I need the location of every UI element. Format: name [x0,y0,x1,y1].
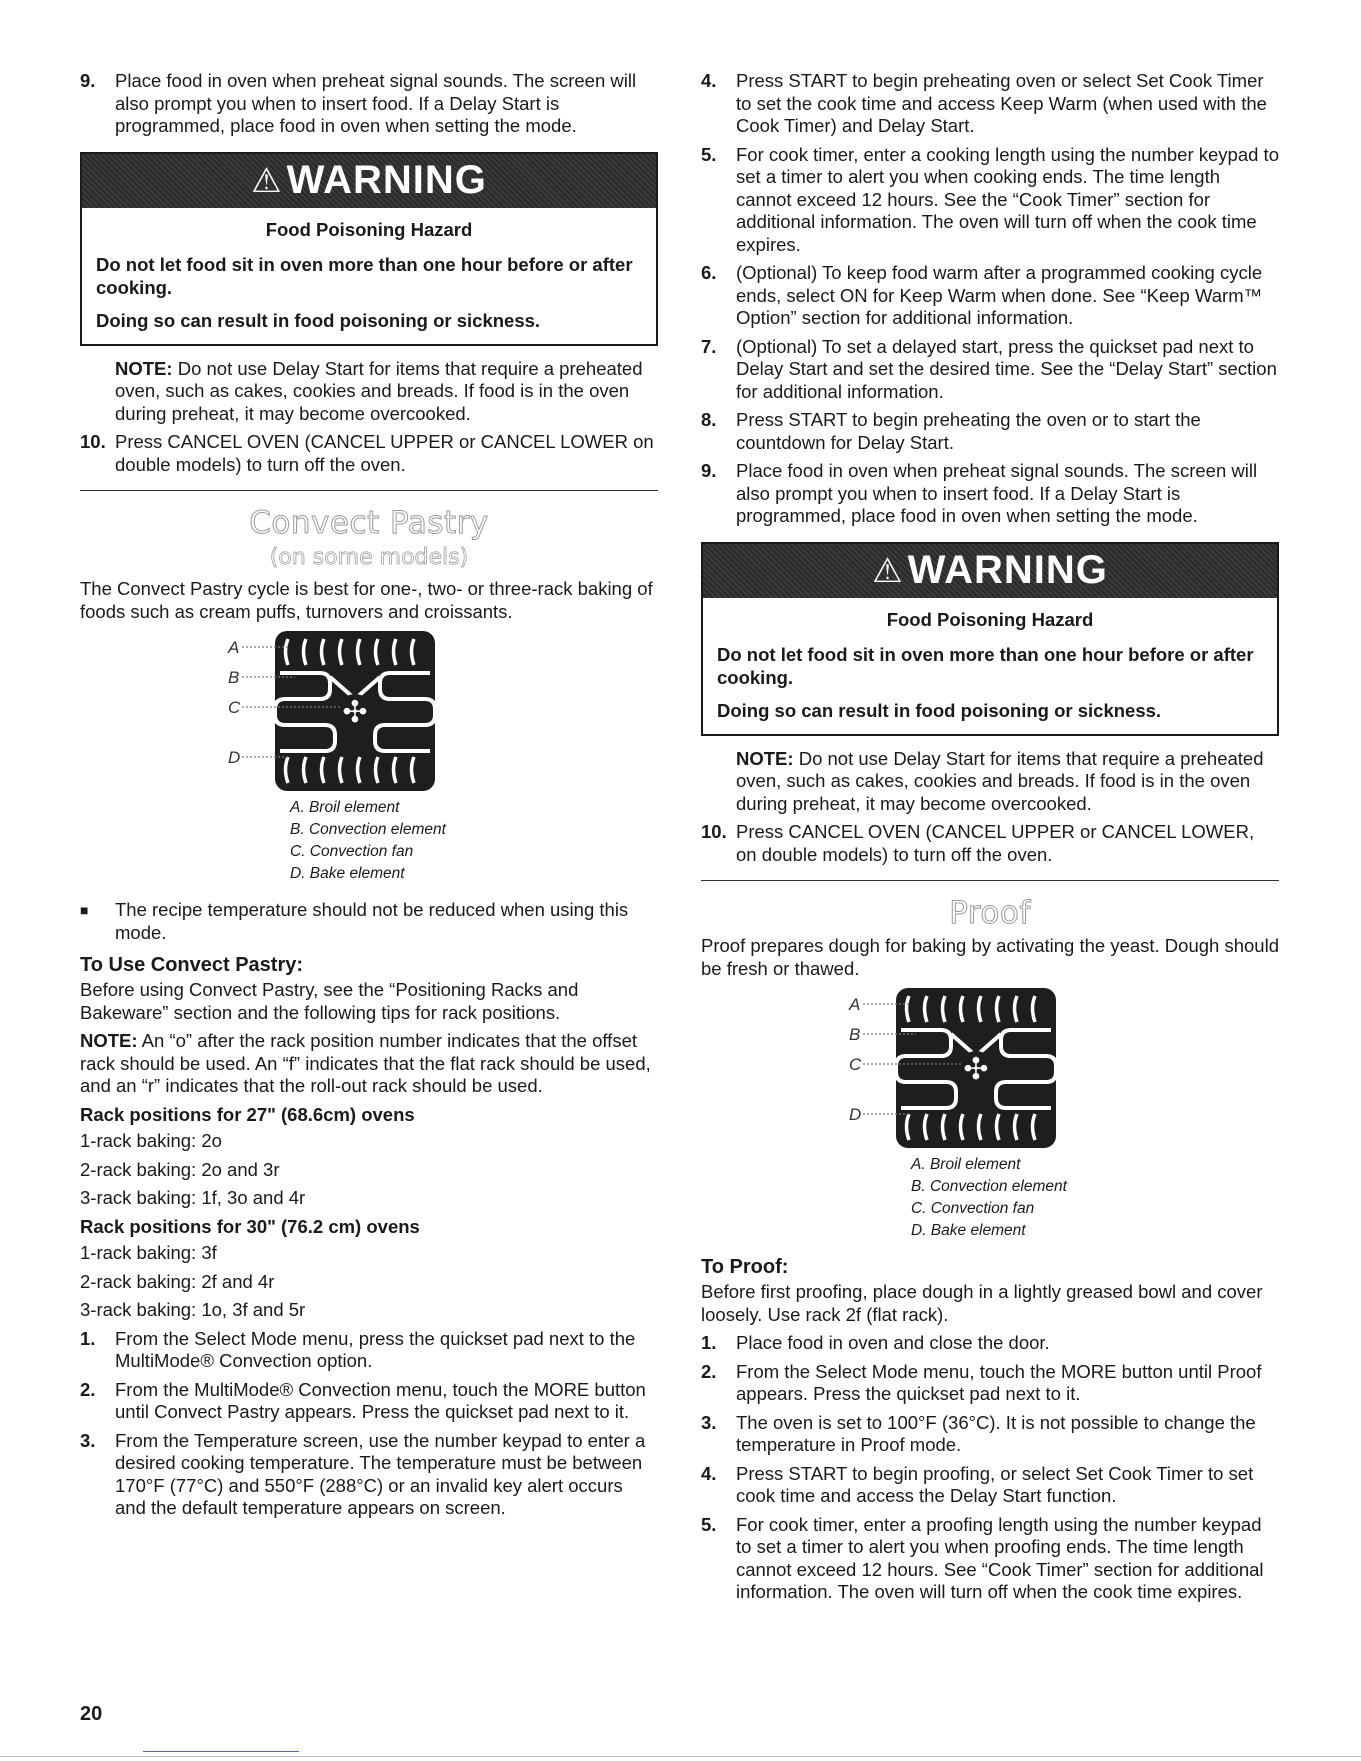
caption-line: A. Broil element [911,1156,1021,1173]
step-6 [701,262,1279,330]
rack-heading: Rack positions for 27" (68.6cm) ovens [80,1103,415,1125]
step-number: 10. [80,431,106,452]
step-4 [701,1463,1279,1508]
subsection-intro: Before using Convect Pastry, see the “Positioning Racks and Bakeware” section and the following tips for rack positions. [80,979,579,1023]
right-column [701,70,1279,1610]
bullet-text: The recipe temperature should not be reduced when using this mode. [115,899,629,943]
caption-line: D. Bake element [911,1222,1026,1239]
step-text: Press CANCEL OVEN (CANCEL UPPER or CANCEL LOWER, on double models) to turn off the oven. [736,821,1255,865]
step-9 [701,460,1279,528]
warning-triangle-icon: ⚠ [872,551,904,590]
section-divider [80,490,658,491]
warning-heading: WARNING [286,158,487,202]
warning-triangle-icon: ⚠ [251,161,283,200]
note-text: An “o” after the rack position number indicates that the offset rack should be used. An “f” indicates that the flat rack should be used, and an “r” indicates that the roll-out rack should be used. [80,1030,651,1096]
step-number: 5. [701,1513,717,1535]
diagram-label: C [849,1055,862,1074]
rack-line: 2-rack baking: 2f and 4r [80,1270,275,1292]
section-subtitle: (on some models) [269,545,469,570]
diagram-label: A [228,638,240,657]
bullet-item [80,899,658,944]
note [80,358,658,426]
diagram-label: B [228,668,240,687]
diagram-label: D [228,748,241,767]
step-10 [701,821,1279,866]
caption-line: C. Convection fan [290,843,414,860]
warning-box [701,542,1279,736]
step-text: From the Select Mode menu, touch the MORE button until Proof appears. Press the quickset pad next to it. [736,1360,1262,1404]
step-number: 4. [701,1462,717,1484]
step-1 [80,1328,658,1373]
oven-diagram [701,988,1279,1148]
rack-heading: Rack positions for 30" (76.2 cm) ovens [80,1215,420,1237]
caption-line: B. Convection element [290,821,446,838]
step-number: 10. [701,821,727,842]
step-4 [701,70,1279,138]
caption-line: C. Convection fan [911,1200,1035,1217]
step-text: From the Temperature screen, use the number keypad to enter a desired cooking temperature. The temperature must be between 170°F (77°C) and 550°F (288°C) or an invalid key alert occurs and the default temperature appears on screen. [115,1429,646,1518]
oven-diagram [80,631,658,791]
step-text: The oven is set to 100°F (36°C). It is not possible to change the temperature in Proof mode. [736,1411,1256,1455]
section-intro: Proof prepares dough for baking by activating the yeast. Dough should be fresh or thawed. [701,935,1279,979]
note-label: NOTE: [736,747,794,769]
rack-line: 2-rack baking: 2o and 3r [80,1158,280,1180]
warning-body [82,208,656,344]
step-number: 6. [701,262,717,283]
warning-header [82,154,656,208]
step-text: Press START to begin proofing, or select Set Cook Timer to set cook time and access the Delay Start function. [736,1462,1254,1506]
step-text: Press CANCEL OVEN (CANCEL UPPER or CANCEL LOWER on double models) to turn off the oven. [115,431,654,475]
warning-line: Do not let food sit in oven more than one hour before or after cooking. [717,643,1254,688]
step-number: 9. [80,70,96,91]
figure-caption [701,1154,1279,1242]
section-divider [701,880,1279,881]
convection-fan [338,694,372,730]
note-text: Do not use Delay Start for items that require a preheated oven, such as cakes, cookies and breads. If food is in the oven during preheat, it may become overcooked. [115,357,643,424]
step-10 [80,431,658,476]
section-title: Proof [949,895,1031,931]
warning-header [703,544,1277,598]
warning-body [703,598,1277,734]
warning-title: Food Poisoning Hazard [265,218,473,240]
section-title: Convect Pastry [249,505,489,541]
bullet-square-icon: ■ [80,902,89,918]
warning-line: Doing so can result in food poisoning or sickness. [717,699,1162,721]
left-column [80,70,658,1526]
diagram-label: A [849,995,861,1014]
step-1 [701,1332,1279,1355]
step-5 [701,144,1279,257]
caption-line: D. Bake element [290,865,405,882]
svg-text:✣: ✣ [963,1052,989,1087]
note-text: Do not use Delay Start for items that require a preheated oven, such as cakes, cookies and breads. If food is in the oven during preheat, it may become overcooked. [736,747,1264,814]
step-number: 4. [701,70,717,91]
warning-title: Food Poisoning Hazard [886,608,1094,630]
step-number: 7. [701,335,717,357]
step-text: Press START to begin preheating oven or select Set Cook Timer to set the cook time and access Keep Warm (when used with the Cook Timer) and Delay Start. [736,70,1267,136]
step-text: From the Select Mode menu, press the quickset pad next to the MultiMode® Convection option. [115,1327,636,1371]
step-7 [701,336,1279,404]
warning-line: Doing so can result in food poisoning or sickness. [96,309,541,331]
footer-rule [0,1756,1361,1757]
page-number: 20 [80,1703,103,1725]
step-number: 3. [80,1429,96,1451]
oven-diagram-svg [80,631,658,791]
step-number: 1. [701,1332,717,1353]
step-2 [701,1361,1279,1406]
step-text: Place food in oven when preheat signal sounds. The screen will also prompt you when to insert food. If a Delay Start is programmed, place food in oven when setting the mode. [736,460,1258,526]
step-text: (Optional) To set a delayed start, press the quickset pad next to Delay Start and set the desired time. See the “Delay Start” section for additional information. [736,335,1277,402]
step-3 [701,1412,1279,1457]
step-text: Press START to begin preheating the oven or to start the countdown for Delay Start. [736,409,1201,453]
step-number: 8. [701,409,717,430]
note [701,748,1279,816]
subsection-heading: To Proof: [701,1256,789,1278]
warning-heading: WARNING [907,548,1108,592]
warning-line: Do not let food sit in oven more than one hour before or after cooking. [96,253,633,298]
rack-line: 3-rack baking: 1f, 3o and 4r [80,1187,306,1208]
step-number: 2. [701,1360,717,1382]
rack-line: 1-rack baking: 3f [80,1242,217,1263]
step-number: 5. [701,143,717,165]
step-5 [701,1514,1279,1604]
oven-diagram-svg [701,988,1279,1148]
rack-line: 1-rack baking: 2o [80,1130,222,1151]
caption-line: A. Broil element [290,799,400,816]
subsection-intro: Before first proofing, place dough in a lightly greased bowl and cover loosely. Use rack 2f (flat rack). [701,1281,1263,1325]
figure-caption [80,797,658,885]
note-label: NOTE: [115,357,173,379]
note-label: NOTE: [80,1030,138,1051]
diagram-label: B [849,1025,861,1044]
step-number: 2. [80,1378,96,1400]
step-number: 1. [80,1327,96,1349]
diagram-label: D [849,1105,862,1124]
convection-fan [959,1051,993,1087]
step-number: 3. [701,1411,717,1433]
step-text: For cook timer, enter a cooking length using the number keypad to set a timer to alert you when cooking ends. The time length cannot exceed 12 hours. See the “Cook Timer” section for additional information. The oven will turn off when the cook time expires. [736,143,1279,255]
svg-text:✣: ✣ [342,695,368,730]
step-3 [80,1430,658,1520]
step-text: Place food in oven when preheat signal sounds. The screen will also prompt you when to insert food. If a Delay Start is programmed, place food in oven when setting the mode. [115,70,637,136]
subsection-heading: To Use Convect Pastry: [80,954,304,976]
rack-line: 3-rack baking: 1o, 3f and 5r [80,1299,306,1320]
step-text: Place food in oven and close the door. [736,1332,1050,1353]
step-8 [701,409,1279,454]
step-2 [80,1379,658,1424]
diagram-label: C [228,698,241,717]
step-text: From the MultiMode® Convection menu, touch the MORE button until Convect Pastry appears. Press the quickset pad next to it. [115,1378,646,1422]
section-intro: The Convect Pastry cycle is best for one-, two- or three-rack baking of foods such as cream puffs, turnovers and croissants. [80,578,653,622]
step-text: For cook timer, enter a proofing length using the number keypad to set a timer to alert you when proofing ends. The time length cannot exceed 12 hours. See “Cook Timer” section for additional information. The oven will turn off when the cook time expires. [736,1513,1264,1602]
step-number: 9. [701,460,717,481]
warning-box [80,152,658,346]
footer-link-underline [143,1751,299,1752]
caption-line: B. Convection element [911,1178,1067,1195]
step-9 [80,70,658,138]
step-text: (Optional) To keep food warm after a programmed cooking cycle ends, select ON for Keep Warm when done. See “Keep Warm™ Option” section for additional information. [736,262,1263,328]
note [80,1030,658,1098]
